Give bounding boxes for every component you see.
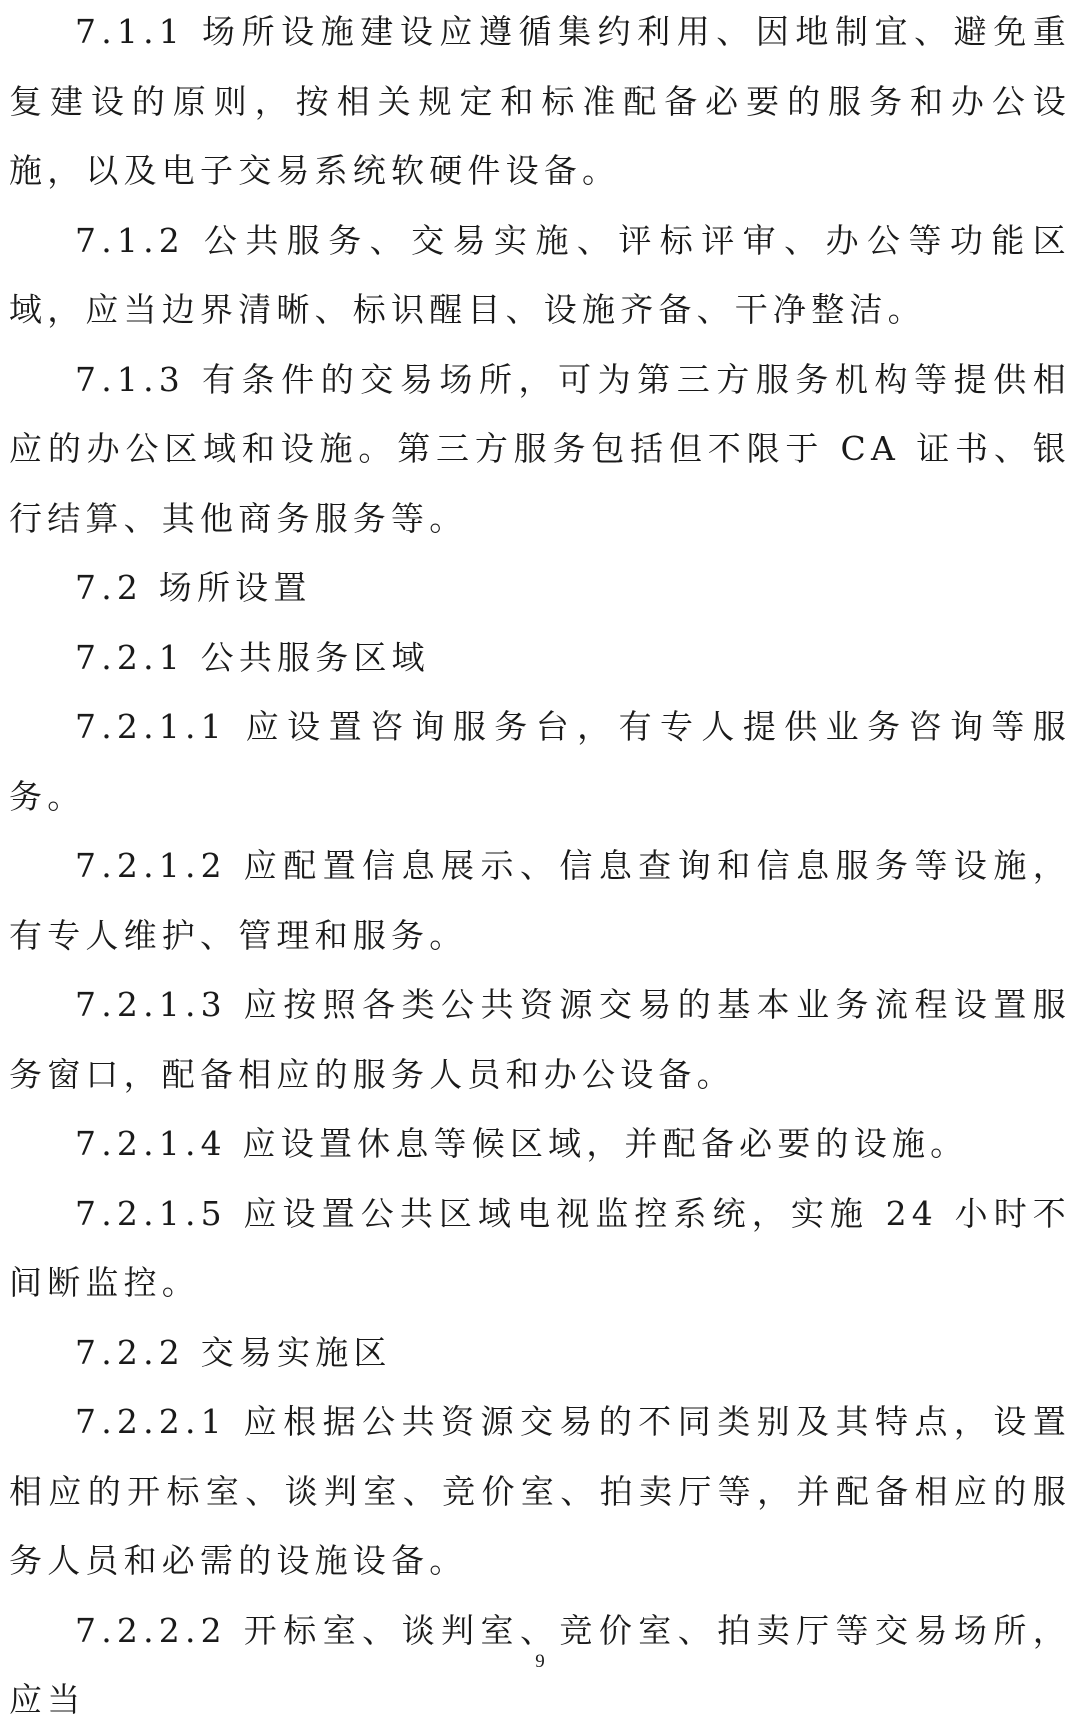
paragraph-7-2-2-2: 7.2.2.2 开标室、谈判室、竞价室、拍卖厅等交易场所，应当 — [9, 1610, 1071, 1719]
heading-7-2: 7.2 场所设置 — [75, 568, 312, 607]
heading-7-2-2: 7.2.2 交易实施区 — [75, 1332, 392, 1372]
paragraph-7-2-1-1: 7.2.1.1 应设置咨询服务台，有专人提供业务咨询等服务。 — [9, 707, 1071, 816]
paragraph-7-1-3: 7.1.3 有条件的交易场所，可为第三方服务机构等提供相应的办公区域和设施。第三方服务包括但不限于 CA 证书、银行结算、其他商务服务等。 — [9, 359, 1071, 538]
paragraph-7-2-1-3: 7.2.1.3 应按照各类公共资源交易的基本业务流程设置服务窗口，配备相应的服务人员和办公设备。 — [9, 985, 1071, 1094]
paragraph-7-2-1-4: 7.2.1.4 应设置休息等候区域，并配备必要的设施。 — [75, 1124, 969, 1163]
document-body — [9, 0, 1071, 1735]
document-page — [9, 0, 1071, 1719]
heading-7-2-1: 7.2.1 公共服务区域 — [75, 637, 430, 677]
paragraph-7-1-1: 7.1.1 场所设施建设应遵循集约利用、因地制宜、避免重复建设的原则，按相关规定和标准配备必要的服务和办公设施，以及电子交易系统软硬件设备。 — [9, 12, 1071, 190]
paragraph-7-2-1-2: 7.2.1.2 应配置信息展示、信息查询和信息服务等设施，有专人维护、管理和服务。 — [9, 846, 1071, 955]
paragraph-7-2-1-5: 7.2.1.5 应设置公共区域电视监控系统，实施 24 小时不间断监控。 — [9, 1193, 1071, 1302]
paragraph-7-2-2-1: 7.2.2.1 应根据公共资源交易的不同类别及其特点，设置相应的开标室、谈判室、竞价室、拍卖厅等，并配备相应的服务人员和必需的设施设备。 — [9, 1402, 1071, 1580]
paragraph-7-1-2: 7.1.2 公共服务、交易实施、评标评审、办公等功能区域，应当边界清晰、标识醒目、设施齐备、干净整洁。 — [9, 220, 1071, 329]
page-number: 9 — [535, 1651, 545, 1672]
